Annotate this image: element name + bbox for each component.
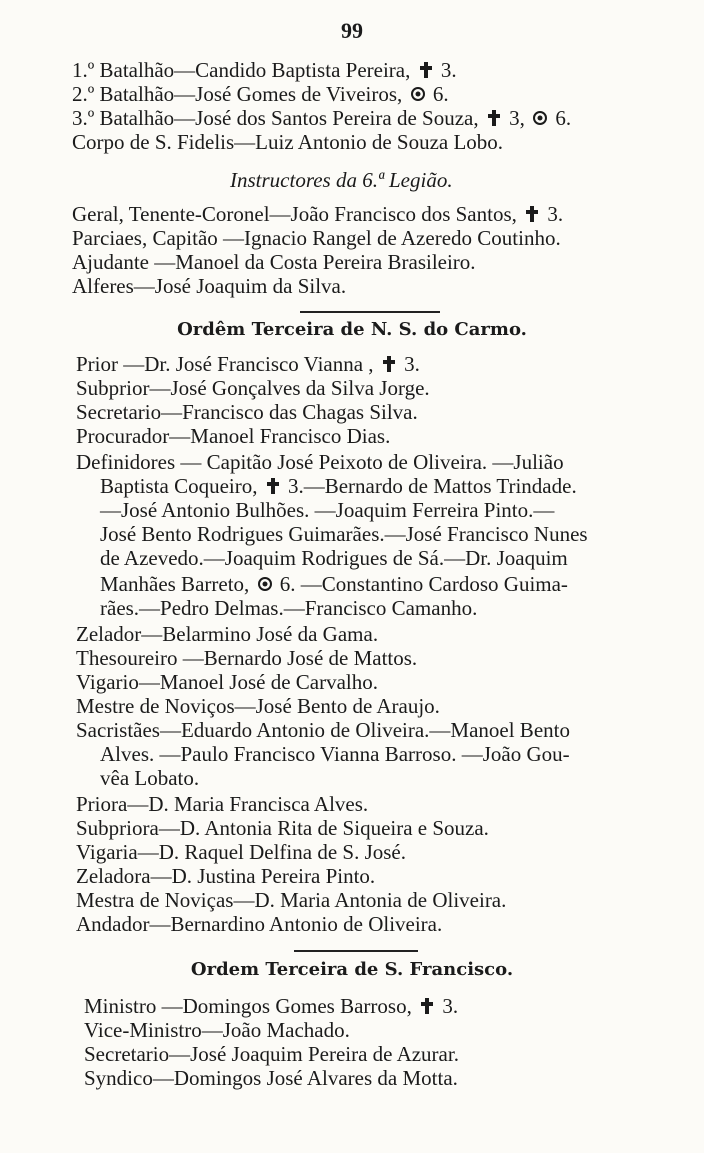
text-line: Mestra de Noviças—D. Maria Antonia de Oliveira. xyxy=(76,888,507,912)
text-line: Mestre de Noviços—José Bento de Araujo. xyxy=(76,694,440,718)
text-line: de Azevedo.—Joaquim Rodrigues de Sá.—Dr. Joaquim xyxy=(100,546,568,570)
text-line: 3.º Batalhão—José dos Santos Pereira de Souza, 3, 6. xyxy=(72,106,572,130)
divider xyxy=(300,311,440,313)
cross-icon xyxy=(382,355,396,373)
text-line: Vigario—Manoel José de Carvalho. xyxy=(76,670,378,694)
text-line: 1.º Batalhão—Candido Baptista Pereira, 3. xyxy=(72,58,457,82)
section-heading: Ordêm Terceira de N. S. do Carmo. xyxy=(177,319,527,340)
text-line: —José Antonio Bulhões. —Joaquim Ferreira Pinto.— xyxy=(100,498,555,522)
text-line: Subpriora—D. Antonia Rita de Siqueira e Souza. xyxy=(76,816,489,840)
text-line: Secretario—Francisco das Chagas Silva. xyxy=(76,400,418,424)
text-line: vêa Lobato. xyxy=(100,766,200,790)
text-line: rães.—Pedro Delmas.—Francisco Camanho. xyxy=(100,596,478,620)
section-subtitle: Instructores da 6.ª Legião. xyxy=(230,168,453,192)
cross-icon xyxy=(266,477,280,495)
text-line: Ministro —Domingos Gomes Barroso, 3. xyxy=(84,994,459,1018)
text-line: Secretario—José Joaquim Pereira de Azurar. xyxy=(84,1042,459,1066)
text-line: Subprior—José Gonçalves da Silva Jorge. xyxy=(76,376,430,400)
text-line: Definidores — Capitão José Peixoto de Oliveira. —Julião xyxy=(76,450,564,474)
text-line: Vice-Ministro—João Machado. xyxy=(84,1018,350,1042)
text-line: Corpo de S. Fidelis—Luiz Antonio de Souza Lobo. xyxy=(72,130,504,154)
text-line: Geral, Tenente-Coronel—João Francisco dos Santos, 3. xyxy=(72,202,564,226)
text-line: Manhães Barreto, 6. —Constantino Cardoso Guima- xyxy=(100,572,568,596)
text-line: Vigaria—D. Raquel Delfina de S. José. xyxy=(76,840,406,864)
text-line: Alferes—José Joaquim da Silva. xyxy=(72,274,347,298)
cross-icon xyxy=(487,109,501,127)
text-line: Prior —Dr. José Francisco Vianna , 3. xyxy=(76,352,420,376)
page-number: 99 xyxy=(341,18,363,43)
rose-icon xyxy=(258,575,272,593)
text-line: Zeladora—D. Justina Pereira Pinto. xyxy=(76,864,376,888)
cross-icon xyxy=(525,205,539,223)
text-line: Procurador—Manoel Francisco Dias. xyxy=(76,424,391,448)
text-line: Baptista Coqueiro, 3.—Bernardo de Mattos Trindade. xyxy=(100,474,577,498)
text-line: Parciaes, Capitão —Ignacio Rangel de Azeredo Coutinho. xyxy=(72,226,561,250)
cross-icon xyxy=(420,997,434,1015)
cross-icon xyxy=(419,61,433,79)
text-line: 2.º Batalhão—José Gomes de Viveiros, 6. xyxy=(72,82,449,106)
text-line: Alves. —Paulo Francisco Vianna Barroso. —João Gou- xyxy=(100,742,570,766)
text-line: Thesoureiro —Bernardo José de Mattos. xyxy=(76,646,418,670)
text-line: Andador—Bernardino Antonio de Oliveira. xyxy=(76,912,443,936)
text-line: Syndico—Domingos José Alvares da Motta. xyxy=(84,1066,458,1090)
text-line: Zelador—Belarmino José da Gama. xyxy=(76,622,379,646)
text-line: Sacristães—Eduardo Antonio de Oliveira.—Manoel Bento xyxy=(76,718,570,742)
divider xyxy=(294,950,418,952)
rose-icon xyxy=(411,85,425,103)
text-line: Ajudante —Manoel da Costa Pereira Brasileiro. xyxy=(72,250,476,274)
rose-icon xyxy=(533,109,547,127)
text-line: Priora—D. Maria Francisca Alves. xyxy=(76,792,369,816)
section-heading: Ordem Terceira de S. Francisco. xyxy=(190,959,514,980)
text-line: José Bento Rodrigues Guimarães.—José Francisco Nunes xyxy=(100,522,588,546)
